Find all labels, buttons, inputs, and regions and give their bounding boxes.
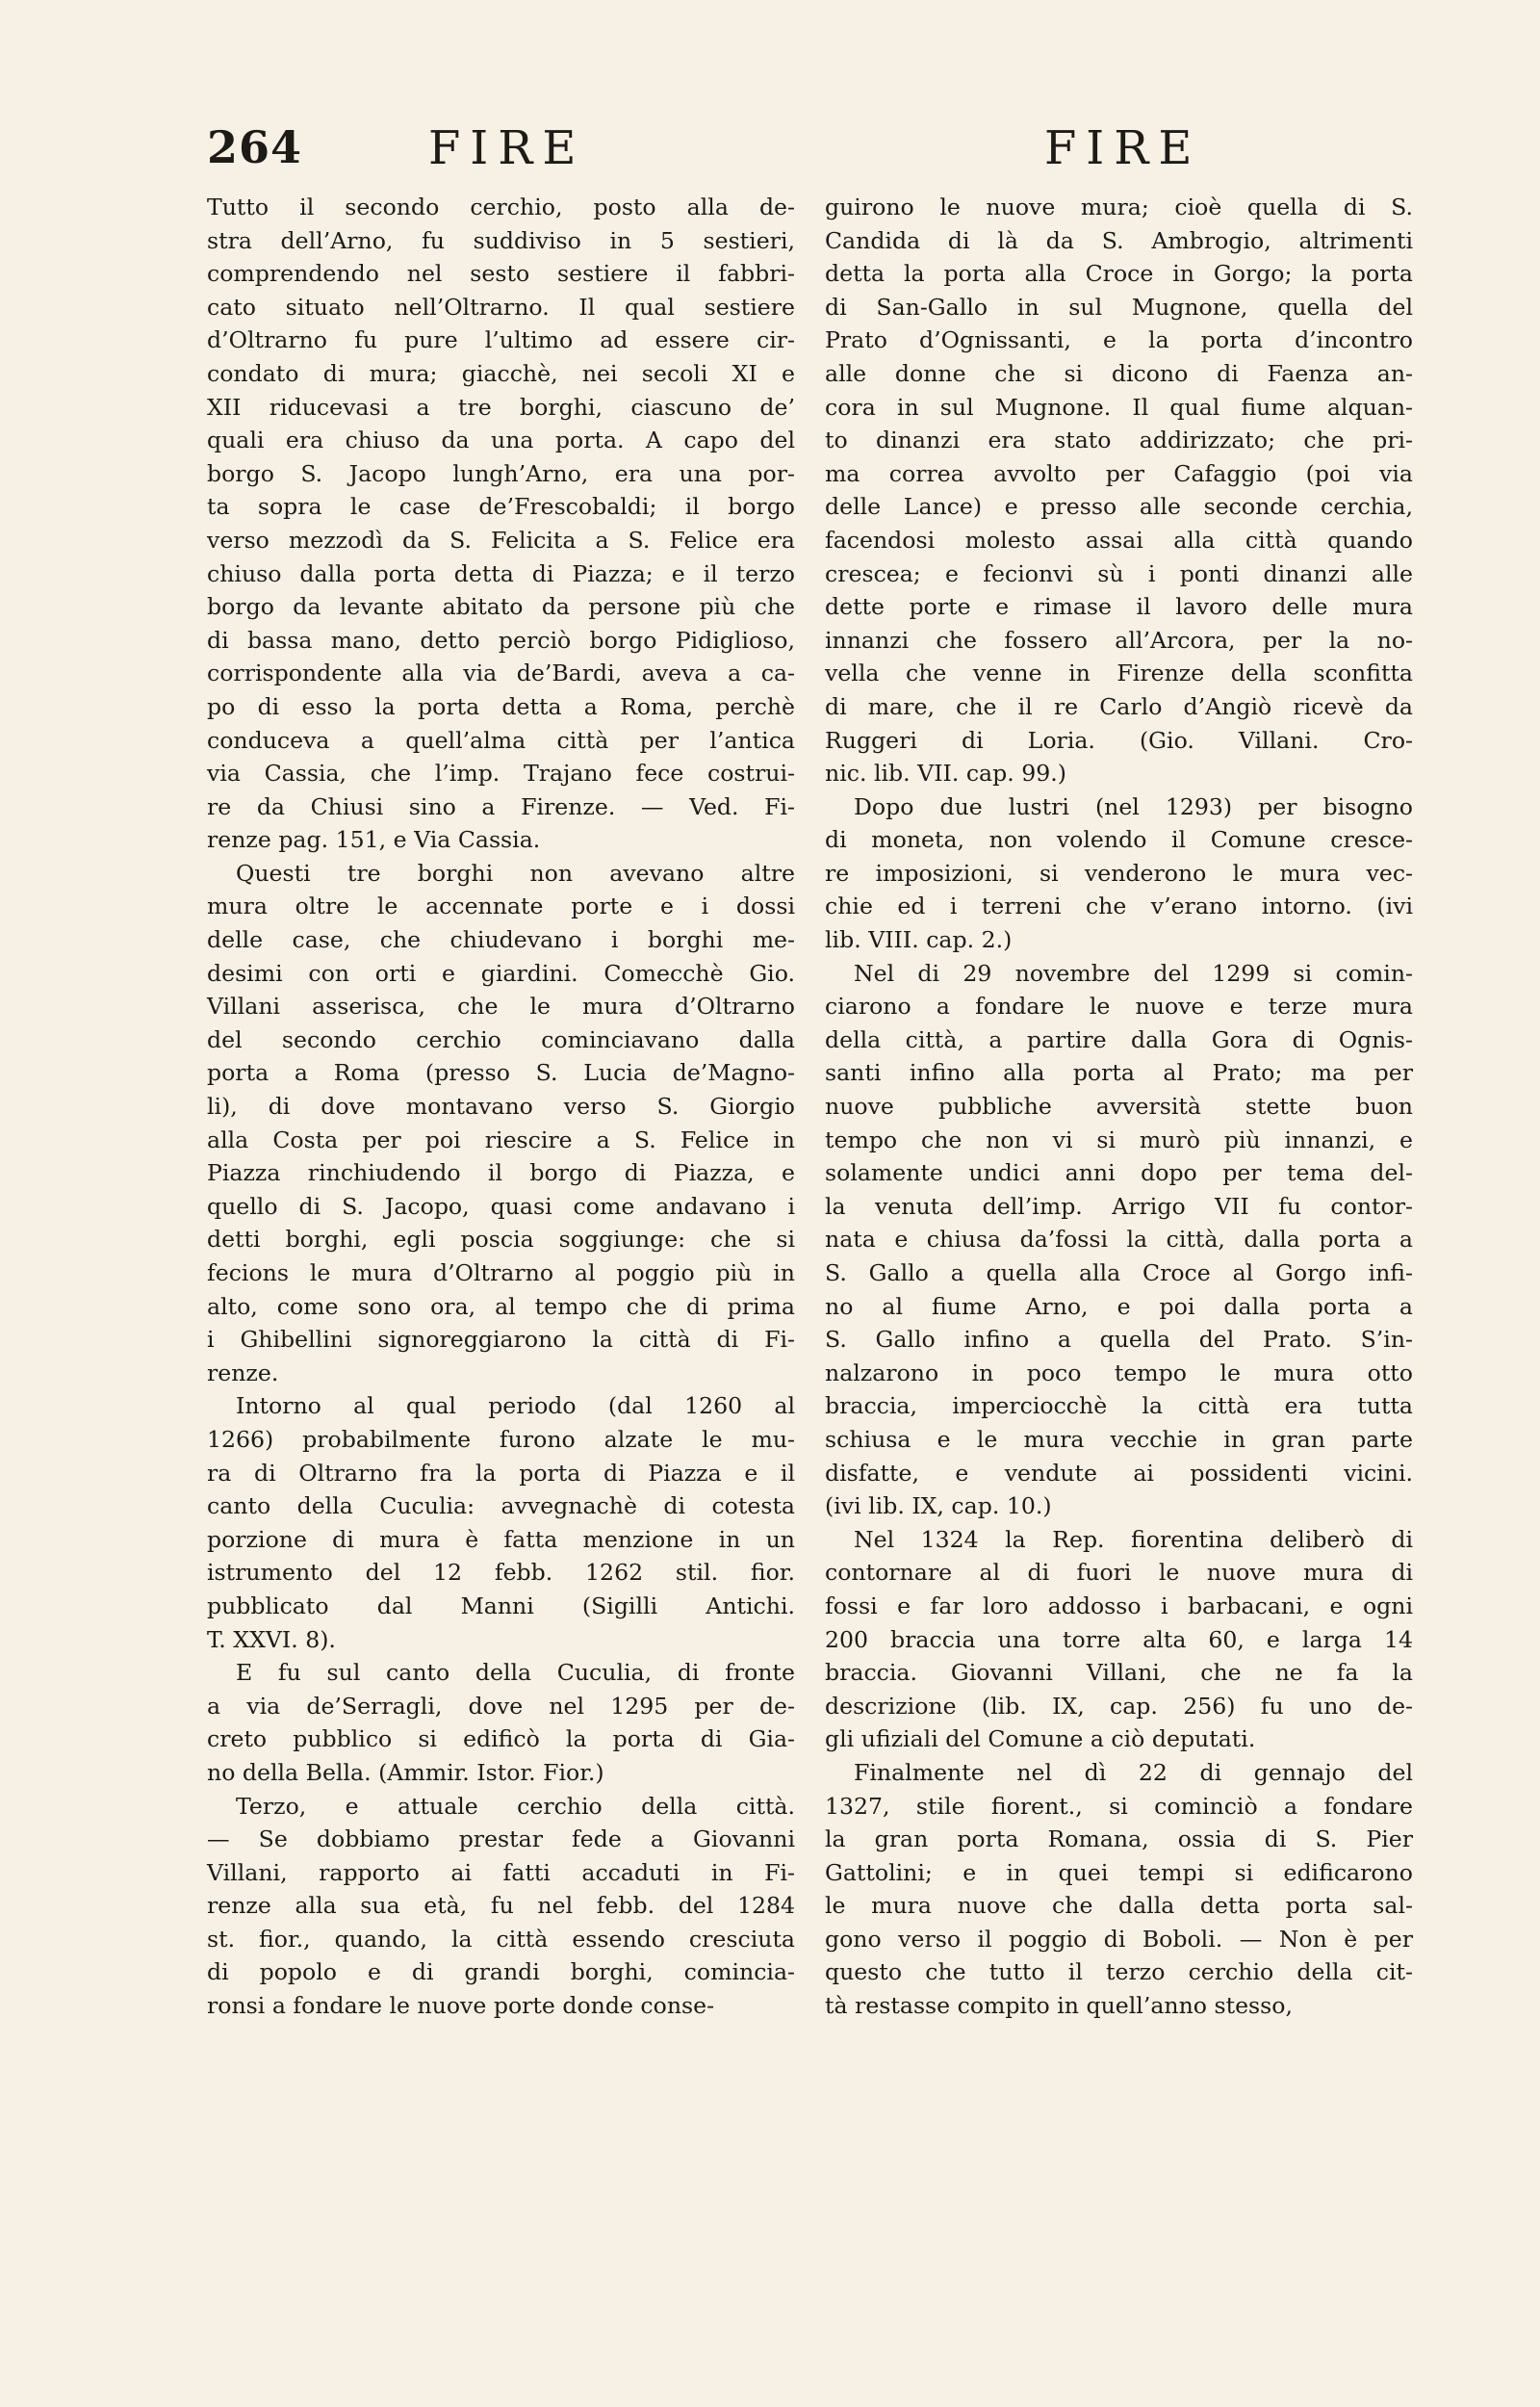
running-head-right: FIRE [1044,121,1202,175]
text-line: via Cassia, che l’imp. Trajano fece costrui- [207,760,795,788]
text-line: Prato d’Ognissanti, e la porta d’incontro [825,326,1413,354]
text-line: — Se dobbiamo prestar fede a Giovanni [207,1825,795,1853]
text-line: di mare, che il re Carlo d’Angiò ricevè da [825,692,1413,720]
text-line: 1327, stile fiorent., si cominciò a fondare [825,1792,1413,1820]
text-line: santi infino alla porta al Prato; ma per [825,1059,1413,1087]
text-line: a via de’Serragli, dove nel 1295 per de- [207,1692,795,1720]
right-column [825,191,1413,2023]
text-line: renze alla sua età, fu nel febb. del 1284 [207,1892,795,1920]
text-line: XII riducevasi a tre borghi, ciascuno de’ [207,393,795,421]
text-line: cato situato nell’Oltrarno. Il qual sestiere [207,293,795,321]
text-line: alla Costa per poi riescire a S. Felice in [207,1126,795,1153]
text-line: le mura nuove che dalla detta porta sal- [825,1892,1413,1920]
text-line: S. Gallo infino a quella del Prato. S’in- [825,1326,1413,1354]
text-line: della città, a partire dalla Gora di Ognis- [825,1025,1413,1053]
text-line: guirono le nuove mura; cioè quella di S. [825,194,1413,220]
text-line: ronsi a fondare le nuove porte donde conse- [207,1992,715,2020]
text-line: Gattolini; e in quei tempi si edificarono [825,1858,1413,1886]
page-number: 264 [207,121,303,173]
text-line: delle Lance) e presso alle seconde cerchia, [825,493,1413,521]
text-line: detta la porta alla Croce in Gorgo; la porta [825,260,1413,288]
text-line: Finalmente nel dì 22 di gennajo del [854,1758,1413,1786]
text-line: desimi con orti e giardini. Comecchè Gio. [207,959,795,987]
text-line: 1266) probabilmente furono alzate le mu- [207,1425,795,1453]
text-line: stra dell’Arno, fu suddiviso in 5 sestieri, [207,226,795,254]
text-line: comprendendo nel sesto sestiere il fabbri- [207,260,795,288]
text-line: quello di S. Jacopo, quasi come andavano i [207,1192,795,1220]
text-line: gono verso il poggio di Boboli. — Non è per [825,1925,1413,1953]
text-line: E fu sul canto della Cuculia, di fronte [236,1659,795,1687]
text-line: del secondo cerchio cominciavano dalla [207,1025,795,1053]
text-line: i Ghibellini signoreggiarono la città di Fi- [207,1326,795,1354]
text-line: borgo da levante abitato da persone più che [207,593,795,621]
text-line: crescea; e fecionvi sù i ponti dinanzi alle [825,559,1413,587]
text-line: Terzo, e attuale cerchio della città. [236,1792,795,1820]
text-line: gli ufiziali del Comune a ciò deputati. [825,1725,1256,1753]
text-line: Questi tre borghi non avevano altre [236,859,795,887]
text-line: innanzi che fossero all’Arcora, per la no- [825,626,1413,654]
text-line: vella che venne in Firenze della sconfitta [825,660,1413,687]
text-line: tà restasse compito in quell’anno stesso, [825,1992,1293,2020]
text-line: porta a Roma (presso S. Lucia de’Magno- [207,1059,795,1087]
text-line: fossi e far loro addosso i barbacani, e ogni [825,1592,1413,1619]
text-line: dette porte e rimase il lavoro delle mura [825,593,1413,621]
text-line: no della Bella. (Ammir. Istor. Fior.) [207,1758,604,1786]
text-line: chie ed i terreni che v’erano intorno. (ivi [825,893,1413,920]
text-line: creto pubblico si edificò la porta di Gia- [207,1725,795,1753]
text-line: renze. [207,1359,279,1386]
text-line: renze pag. 151, e Via Cassia. [207,826,541,854]
text-line: contornare al di fuori le nuove mura di [825,1559,1413,1587]
text-line: conduceva a quell’alma città per l’antica [207,726,795,754]
text-line: (ivi lib. IX, cap. 10.) [825,1492,1052,1520]
text-line: corrispondente alla via de’Bardi, aveva a ca- [207,660,795,687]
text-line: S. Gallo a quella alla Croce al Gorgo infi- [825,1259,1413,1286]
text-line: quali era chiuso da una porta. A capo del [207,427,795,454]
text-line: canto della Cuculia: avvegnachè di cotesta [207,1492,795,1520]
text-line: borgo S. Jacopo lungh’Arno, era una por- [207,459,795,487]
text-line: descrizione (lib. IX, cap. 256) fu uno de- [825,1692,1413,1720]
text-line: nata e chiusa da’fossi la città, dalla porta a [825,1226,1413,1254]
text-line: di moneta, non volendo il Comune cresce- [825,826,1413,854]
page-header [207,114,1400,191]
text-line: chiuso dalla porta detta di Piazza; e il terzo [207,559,795,587]
text-line: questo che tutto il terzo cerchio della cit- [825,1958,1413,1986]
text-line: li), di dove montavano verso S. Giorgio [207,1093,795,1121]
text-line: la venuta dell’imp. Arrigo VII fu contor- [825,1192,1413,1220]
text-line: di San-Gallo in sul Mugnone, quella del [825,293,1413,321]
text-line: verso mezzodì da S. Felicita a S. Felice era [207,526,795,554]
text-line: istrumento del 12 febb. 1262 stil. fior. [207,1559,795,1587]
text-line: re imposizioni, si venderono le mura vec- [825,859,1413,887]
text-line: facendosi molesto assai alla città quando [825,526,1413,554]
text-line: Candida di là da S. Ambrogio, altrimenti [825,226,1413,254]
text-line: no al fiume Arno, e poi dalla porta a [825,1292,1413,1320]
text-line: alto, come sono ora, al tempo che di prima [207,1292,795,1320]
text-line: nalzarono in poco tempo le mura otto [825,1359,1413,1386]
text-line: fecions le mura d’Oltrarno al poggio più in [207,1259,795,1286]
text-line: porzione di mura è fatta menzione in un [207,1525,795,1553]
text-line: braccia. Giovanni Villani, che ne fa la [825,1659,1413,1687]
text-line: solamente undici anni dopo per tema del- [825,1159,1413,1187]
text-line: di bassa mano, detto perciò borgo Pidiglioso, [207,626,795,654]
text-line: Tutto il secondo cerchio, posto alla de- [207,194,795,220]
text-line: tempo che non vi si murò più innanzi, e [825,1126,1413,1153]
text-line: mura oltre le accennate porte e i dossi [207,893,795,920]
text-line: Villani, rapporto ai fatti accaduti in Fi- [207,1858,795,1886]
text-line: la gran porta Romana, ossia di S. Pier [825,1825,1413,1853]
text-line: Nel 1324 la Rep. fiorentina deliberò di [854,1525,1413,1553]
text-line: d’Oltrarno fu pure l’ultimo ad essere cir- [207,326,795,354]
text-line: lib. VIII. cap. 2.) [825,926,1013,954]
text-line: po di esso la porta detta a Roma, perchè [207,692,795,720]
text-line: ma correa avvolto per Cafaggio (poi via [825,459,1413,487]
text-line: cora in sul Mugnone. Il qual fiume alquan- [825,393,1413,421]
text-line: st. fior., quando, la città essendo cresciuta [207,1925,795,1953]
text-line: detti borghi, egli poscia soggiunge: che si [207,1226,795,1254]
text-line: to dinanzi era stato addirizzato; che pri- [825,427,1413,454]
text-line: re da Chiusi sino a Firenze. — Ved. Fi- [207,792,795,820]
text-line: Ruggeri di Loria. (Gio. Villani. Cro- [825,726,1413,754]
text-line: pubblicato dal Manni (Sigilli Antichi. [207,1592,795,1619]
text-line: T. XXVI. 8). [207,1625,336,1653]
text-line: ciarono a fondare le nuove e terze mura [825,993,1413,1021]
text-line: delle case, che chiudevano i borghi me- [207,926,795,954]
text-line: alle donne che si dicono di Faenza an- [825,359,1413,387]
text-line: di popolo e di grandi borghi, comincia- [207,1958,795,1986]
left-column [207,191,795,2023]
text-line: Piazza rinchiudendo il borgo di Piazza, e [207,1159,795,1187]
text-line: nic. lib. VII. cap. 99.) [825,760,1066,788]
text-line: braccia, imperciocchè la città era tutta [825,1392,1413,1420]
text-line: Nel di 29 novembre del 1299 si comin- [854,959,1413,987]
running-head-left: FIRE [428,121,586,175]
text-line: schiusa e le mura vecchie in gran parte [825,1425,1413,1453]
text-line: Dopo due lustri (nel 1293) per bisogno [854,792,1413,820]
text-line: ra di Oltrarno fra la porta di Piazza e il [207,1459,795,1487]
text-line: disfatte, e vendute ai possidenti vicini. [825,1459,1413,1487]
text-line: Intorno al qual periodo (dal 1260 al [236,1392,795,1420]
text-line: Villani asserisca, che le mura d’Oltrarno [207,993,795,1021]
text-line: condato di mura; giacchè, nei secoli XI e [207,359,795,387]
text-line: ta sopra le case de’Frescobaldi; il borgo [207,493,795,521]
text-line: 200 braccia una torre alta 60, e larga 14 [825,1625,1413,1653]
text-line: nuove pubbliche avversità stette buon [825,1093,1413,1121]
